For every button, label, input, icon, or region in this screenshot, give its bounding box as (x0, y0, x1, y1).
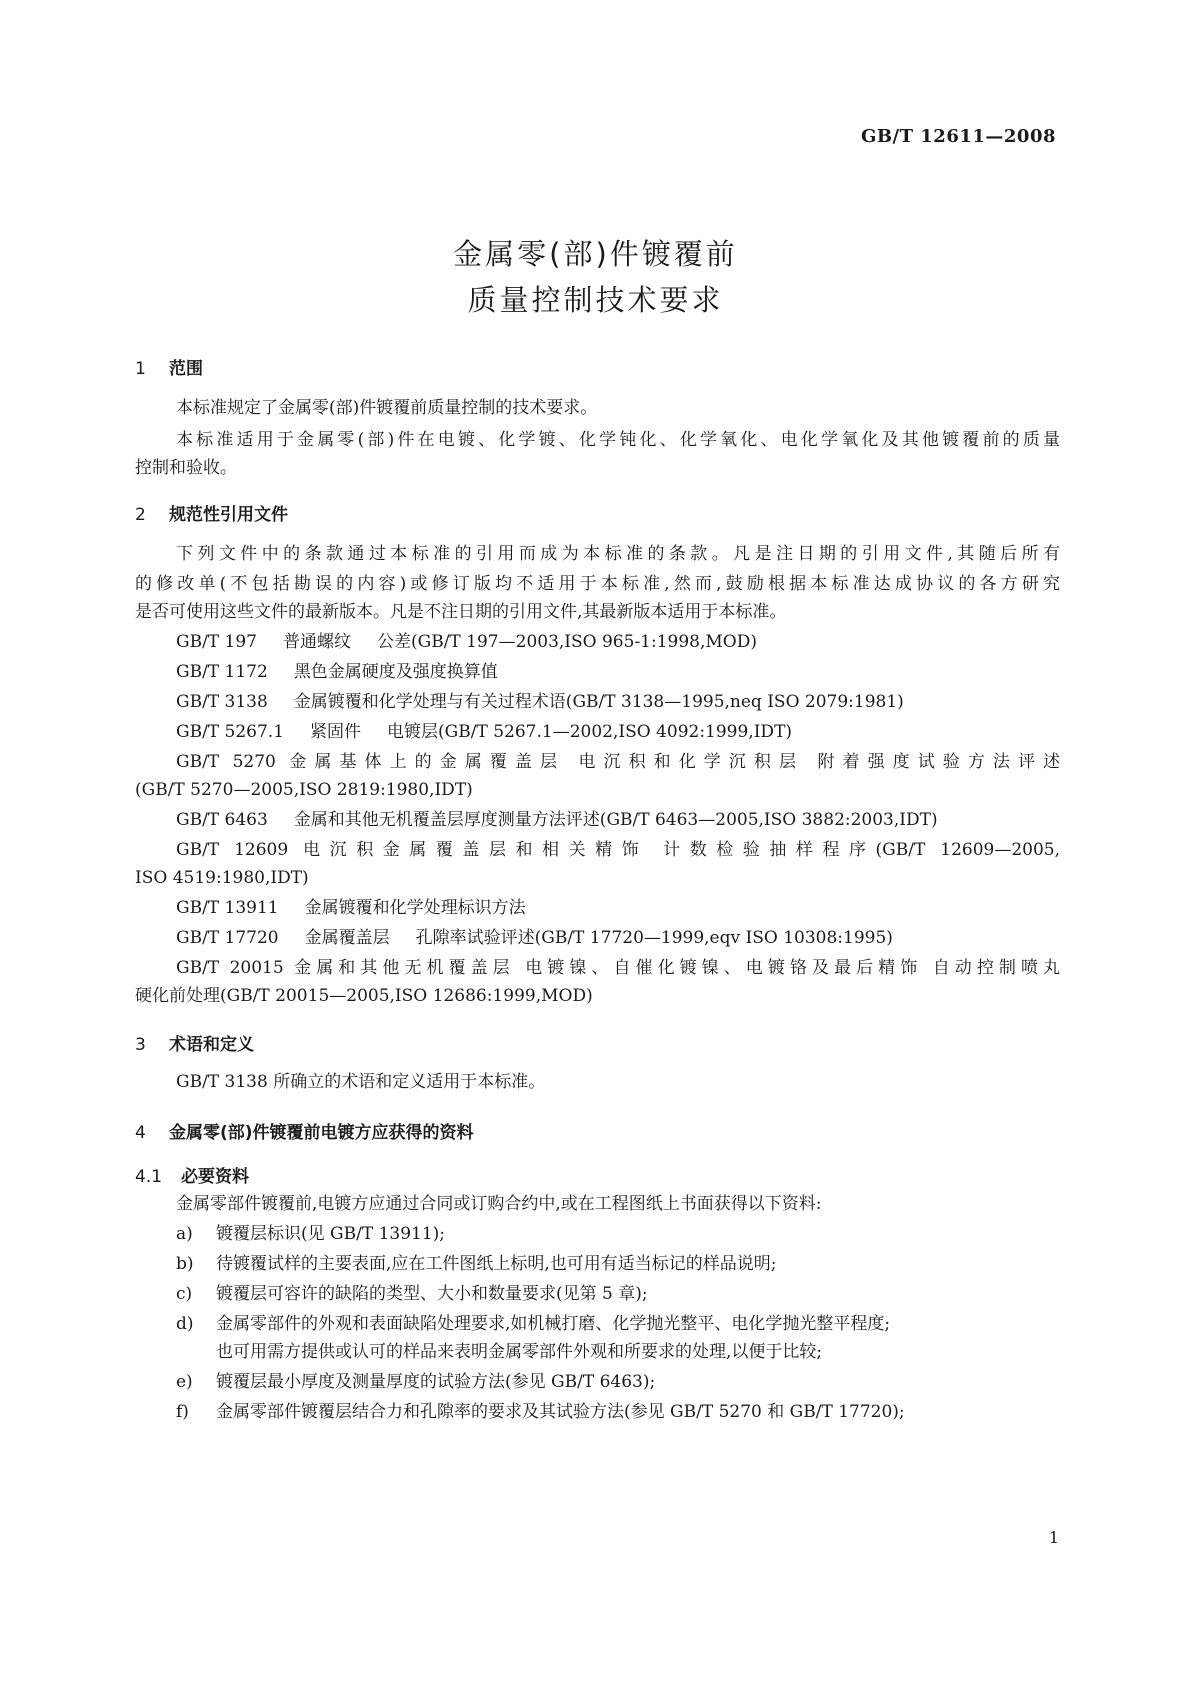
standard-number: GB/T 12611—2008 (860, 126, 1056, 147)
list-item: e) 镀覆层最小厚度及测量厚度的试验方法(参见 GB/T 6463); (176, 1372, 656, 1392)
section-2-heading (135, 500, 288, 525)
section-title: 规范性引用文件 (169, 505, 288, 525)
section-title: 金属零(部)件镀覆前电镀方应获得的资料 (169, 1123, 474, 1143)
section-number: 4 (135, 1123, 146, 1143)
scope-paragraph-2-line-2: 控制和验收。 (135, 458, 237, 478)
reference-item: GB/T 12609 电沉积金属覆盖层和相关精饰 计数检验抽样程序(GB/T 12609—2005, (176, 840, 1060, 860)
section-title: 必要资料 (181, 1167, 249, 1187)
section-4-1-heading (135, 1162, 249, 1187)
reference-item: GB/T 17720 金属覆盖层 孔隙率试验评述(GB/T 17720—1999,eqv ISO 10308:1995) (176, 928, 893, 948)
reference-item: GB/T 6463 金属和其他无机覆盖层厚度测量方法评述(GB/T 6463—2005,ISO 3882:2003,IDT) (176, 810, 938, 830)
info-intro: 金属零部件镀覆前,电镀方应通过合同或订购合约中,或在工程图纸上书面获得以下资料: (176, 1194, 822, 1214)
terms-paragraph: GB/T 3138 所确立的术语和定义适用于本标准。 (176, 1072, 546, 1092)
list-item-continuation: 也可用需方提供或认可的样品来表明金属零部件外观和所要求的处理,以便于比较; (216, 1342, 823, 1362)
reference-item: GB/T 20015 金属和其他无机覆盖层 电镀镍、自催化镀镍、电镀铬及最后精饰 自动控制喷丸 (176, 958, 1061, 978)
reference-item-continuation: (GB/T 5270—2005,ISO 2819:1980,IDT) (135, 780, 473, 800)
section-3-heading (135, 1030, 254, 1055)
section-number: 1 (135, 359, 146, 379)
reference-item: GB/T 13911 金属镀覆和化学处理标识方法 (176, 898, 526, 918)
section-number: 4.1 (135, 1167, 163, 1187)
reference-item: GB/T 197 普通螺纹 公差(GB/T 197—2003,ISO 965-1:1998,MOD) (176, 632, 758, 652)
reference-item-continuation: ISO 4519:1980,IDT) (135, 868, 309, 888)
list-item: d) 金属零部件的外观和表面缺陷处理要求,如机械打磨、化学抛光整平、电化学抛光整平程度; (176, 1314, 891, 1334)
section-title: 范围 (169, 359, 203, 379)
section-number: 2 (135, 505, 146, 525)
reference-item: GB/T 5270 金属基体上的金属覆盖层 电沉积和化学沉积层 附着强度试验方法评述 (176, 752, 1061, 772)
scope-paragraph-1: 本标准规定了金属零(部)件镀覆前质量控制的技术要求。 (176, 398, 598, 418)
list-item: f) 金属零部件镀覆层结合力和孔隙率的要求及其试验方法(参见 GB/T 5270 和 GB/T 17720); (176, 1402, 905, 1422)
document-title-line-2: 质量控制技术要求 (467, 283, 724, 317)
normative-intro-line-2: 的修改单(不包括勘误的内容)或修订版均不适用于本标准,然而,鼓励根据本标准达成协议的各方研究 (135, 574, 1060, 594)
reference-item-continuation: 硬化前处理(GB/T 20015—2005,ISO 12686:1999,MOD) (135, 986, 593, 1006)
reference-item: GB/T 1172 黑色金属硬度及强度换算值 (176, 662, 498, 682)
section-4-heading (135, 1118, 474, 1143)
section-title: 术语和定义 (169, 1035, 254, 1055)
list-item: b) 待镀覆试样的主要表面,应在工件图纸上标明,也可用有适当标记的样品说明; (176, 1254, 777, 1274)
reference-item: GB/T 5267.1 紧固件 电镀层(GB/T 5267.1—2002,ISO 4092:1999,IDT) (176, 722, 793, 742)
list-item: a) 镀覆层标识(见 GB/T 13911); (176, 1224, 446, 1244)
list-item: c) 镀覆层可容许的缺陷的类型、大小和数量要求(见第 5 章); (176, 1284, 648, 1304)
normative-intro-line-1: 下列文件中的条款通过本标准的引用而成为本标准的条款。凡是注日期的引用文件,其随后所有 (176, 544, 1060, 564)
page-number: 1 (1048, 1528, 1059, 1547)
scope-paragraph-2-line-1: 本标准适用于金属零(部)件在电镀、化学镀、化学钝化、化学氧化、电化学氧化及其他镀覆前的质量 (176, 430, 1060, 450)
normative-intro-line-3: 是否可使用这些文件的最新版本。凡是不注日期的引用文件,其最新版本适用于本标准。 (135, 602, 787, 622)
document-title-line-1: 金属零(部)件镀覆前 (453, 237, 738, 271)
section-number: 3 (135, 1035, 146, 1055)
reference-item: GB/T 3138 金属镀覆和化学处理与有关过程术语(GB/T 3138—1995,neq ISO 2079:1981) (176, 692, 904, 712)
section-1-heading (135, 354, 203, 379)
